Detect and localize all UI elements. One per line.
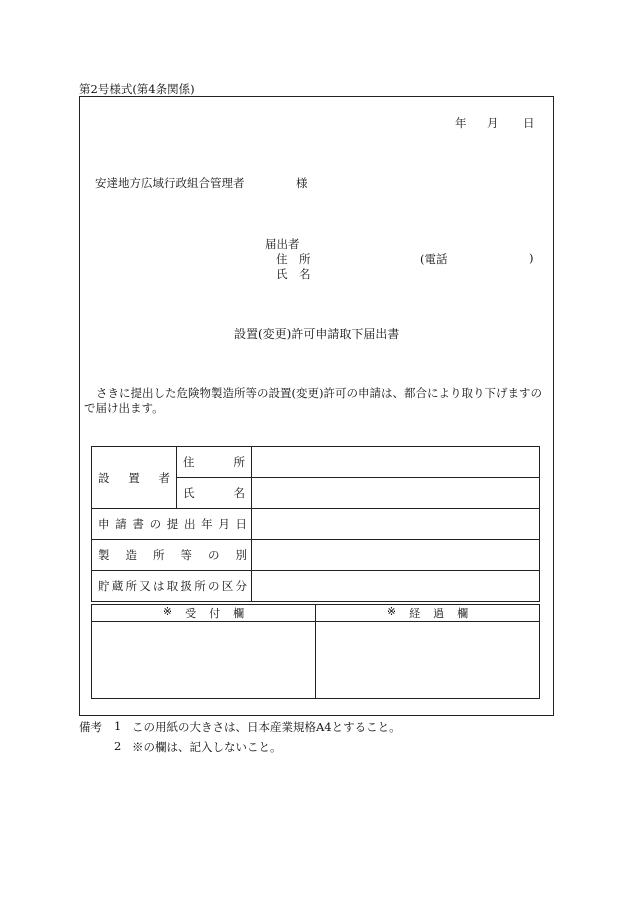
note-text: この用紙の大きさは、日本産業規格A4とすること。 (132, 720, 401, 734)
table-row (92, 447, 540, 478)
installer-label: 設 置 者 (98, 470, 170, 485)
applicant-phone-label: (電話 (420, 252, 448, 266)
installer-address-value[interactable] (252, 447, 540, 478)
reception-area (92, 622, 316, 699)
table-row (92, 540, 540, 571)
progress-header (316, 605, 540, 622)
stamp-table (91, 604, 540, 699)
note-text: ※の欄は、記入しないこと。 (132, 740, 282, 754)
note-number: 2 (114, 739, 122, 753)
document-title: 設置(変更)許可申請取下届出書 (234, 327, 400, 341)
reception-char-2: 付 (209, 607, 221, 620)
date-year-label: 年 (455, 116, 467, 130)
storage-category-label: 貯 蔵 所 又 は 取 扱 所 の 区 分 (98, 579, 247, 593)
progress-mark: ※ (386, 605, 397, 618)
reception-header (92, 605, 316, 622)
applicant-name-label: 氏 名 (276, 267, 311, 281)
table-row (92, 622, 540, 699)
addressee: 安達地方広域行政組合管理者 (95, 176, 245, 190)
progress-char-2: 過 (433, 607, 445, 620)
installer-cell (92, 447, 177, 509)
submission-date-label-cell (92, 509, 252, 540)
facility-type-label: 製 造 所 等 の 別 (98, 548, 247, 562)
installer-name-label: 氏 名 (183, 486, 245, 500)
storage-category-value[interactable] (252, 571, 540, 602)
form-number: 第2号様式(第4条関係) (79, 82, 195, 96)
body-text: さきに提出した危険物製造所等の設置(変更)許可の申請は、都合により取り下げますので届け出ます。 (84, 386, 542, 415)
progress-area (316, 622, 540, 699)
submission-date-value[interactable] (252, 509, 540, 540)
notes-heading: 備考 (79, 720, 102, 734)
installer-address-label-cell (177, 447, 252, 478)
facility-type-value[interactable] (252, 540, 540, 571)
addressee-suffix: 様 (296, 176, 308, 190)
progress-char-3: 欄 (457, 607, 469, 620)
applicant-heading: 届出者 (265, 237, 300, 251)
progress-char-1: 経 (409, 607, 421, 620)
installer-name-label-cell (177, 478, 252, 509)
reception-char-1: 受 (185, 607, 197, 620)
installer-name-value[interactable] (252, 478, 540, 509)
storage-category-label-cell (92, 571, 252, 602)
applicant-address-label: 住 所 (276, 252, 311, 266)
reception-char-3: 欄 (233, 607, 245, 620)
note-number: 1 (114, 719, 122, 733)
installer-address-label: 住 所 (183, 455, 245, 469)
facility-type-label-cell (92, 540, 252, 571)
table-row (92, 571, 540, 602)
info-table (91, 446, 540, 602)
table-row (92, 605, 540, 622)
reception-mark: ※ (162, 605, 173, 618)
applicant-phone-close: ) (529, 251, 534, 265)
date-month-label: 月 (487, 116, 499, 130)
table-row (92, 509, 540, 540)
submission-date-label: 申 請 書 の 提 出 年 月 日 (98, 517, 247, 531)
date-day-label: 日 (523, 116, 535, 130)
